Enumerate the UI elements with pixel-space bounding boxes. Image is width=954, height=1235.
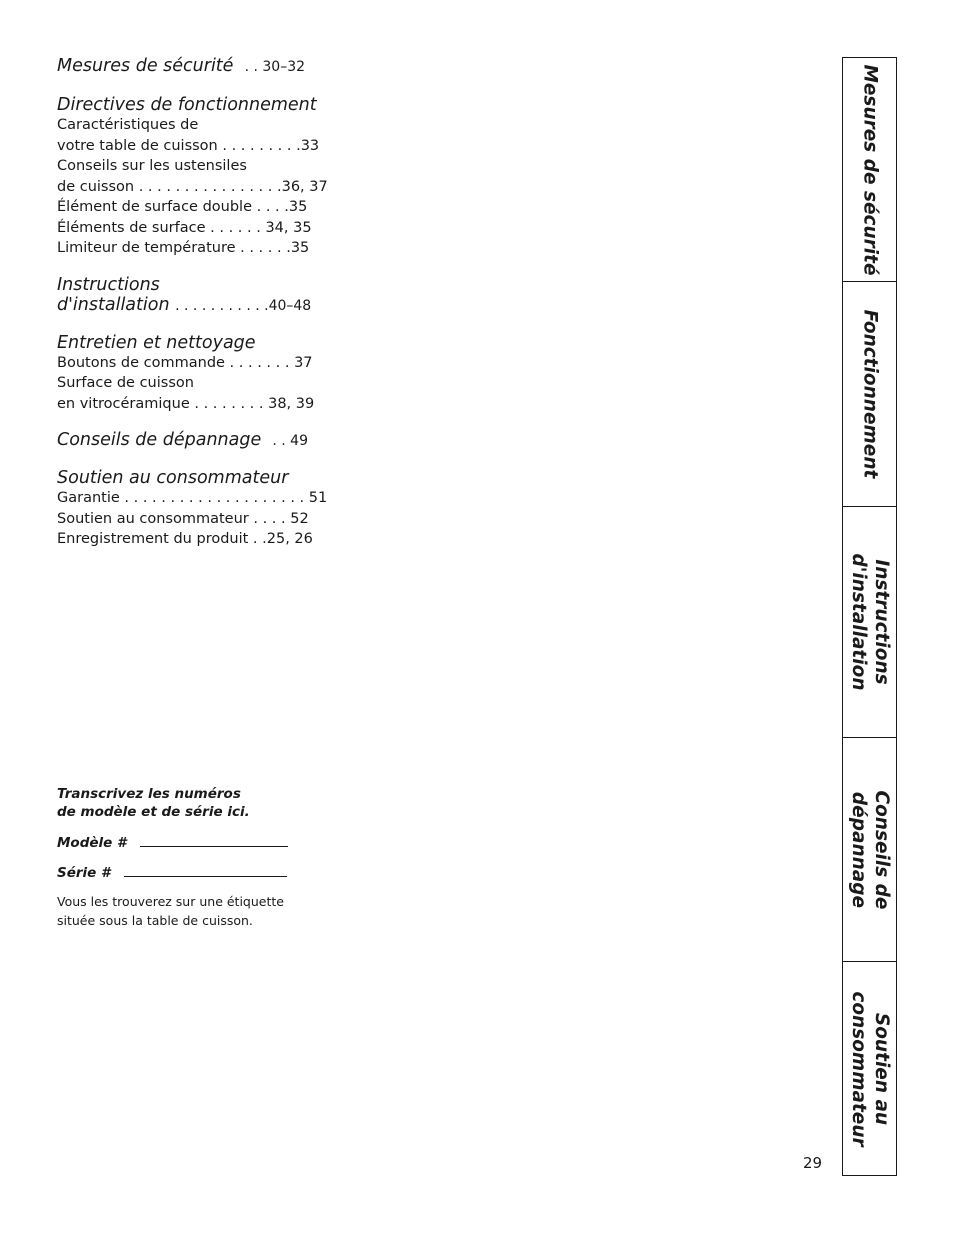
tab-label: Instructions d'installation [847, 553, 892, 691]
toc-entry: Conseils sur les ustensiles [57, 158, 247, 174]
toc-entry: Éléments de surface . . . . . . 34, 35 [57, 219, 312, 236]
tab-installation [843, 507, 896, 738]
toc-heading: Entretien et nettoyage [57, 332, 256, 353]
tab-troubleshooting [843, 738, 896, 962]
toc-entry: votre table de cuisson . . . . . . . . .33 [57, 137, 320, 154]
toc-section-consumer-support [57, 468, 328, 550]
toc-heading: Mesures de sécurité . . 30–32 [57, 56, 306, 76]
toc-section-troubleshooting [57, 430, 317, 451]
toc-section-safety [57, 56, 317, 77]
tab-label: Soutien au consommateur [847, 990, 892, 1147]
toc-entry: en vitrocéramique . . . . . . . . 38, 39 [57, 395, 315, 412]
tab-operating [843, 282, 896, 507]
model-number-blank [140, 832, 288, 847]
model-number-label: Modèle # [57, 835, 127, 851]
toc-entry: Garantie . . . . . . . . . . . . . . . . . . . . 51 [57, 490, 328, 506]
toc-heading: Soutien au consommateur [57, 468, 289, 488]
tab-label: Fonctionnement [859, 309, 880, 479]
serial-number-blank [124, 862, 287, 877]
page-number: 29 [803, 1154, 823, 1172]
toc-section-installation [57, 275, 317, 316]
toc-page-range: . . 49 [272, 433, 308, 449]
serial-number-label: Série # [57, 865, 111, 881]
toc-heading: Instructions [57, 274, 160, 295]
toc-heading-line2: d'installation . . . . . . . . . . .40–48 [57, 294, 312, 315]
section-tabs [842, 57, 897, 1176]
tab-label: Conseils de dépannage [847, 790, 892, 909]
toc-entry: Élément de surface double . . . .35 [57, 199, 308, 215]
toc-entry: Soutien au consommateur . . . . 52 [57, 510, 309, 527]
toc-heading: Directives de fonctionnement [57, 95, 317, 115]
model-number-field [57, 832, 317, 852]
toc-entry: Caractéristiques de [57, 117, 199, 133]
toc-page-range: . . . . . . . . . . .40–48 [175, 297, 312, 314]
record-instruction: Transcrivez les numéros de modèle et de série ici. [57, 786, 250, 820]
toc-section-care [57, 333, 317, 415]
tab-safety [843, 58, 896, 282]
record-note: Vous les trouverez sur une étiquette située sous la table de cuisson. [57, 894, 284, 928]
tab-consumer-support [843, 962, 896, 1175]
serial-number-field [57, 862, 317, 882]
toc-entry: Surface de cuisson [57, 375, 194, 391]
toc-section-operating [57, 95, 328, 259]
model-serial-record [57, 785, 317, 930]
toc-entry: Boutons de commande . . . . . . . 37 [57, 354, 313, 371]
toc-entry: Enregistrement du produit . .25, 26 [57, 531, 313, 547]
toc-entry: Limiteur de température . . . . . .35 [57, 240, 310, 256]
table-of-contents [57, 56, 328, 564]
toc-entry: de cuisson . . . . . . . . . . . . . . . .36, 37 [57, 178, 328, 195]
toc-heading: Conseils de dépannage . . 49 [57, 430, 308, 450]
tab-label: Mesures de sécurité [859, 63, 880, 276]
toc-page-range: . . 30–32 [244, 59, 306, 75]
